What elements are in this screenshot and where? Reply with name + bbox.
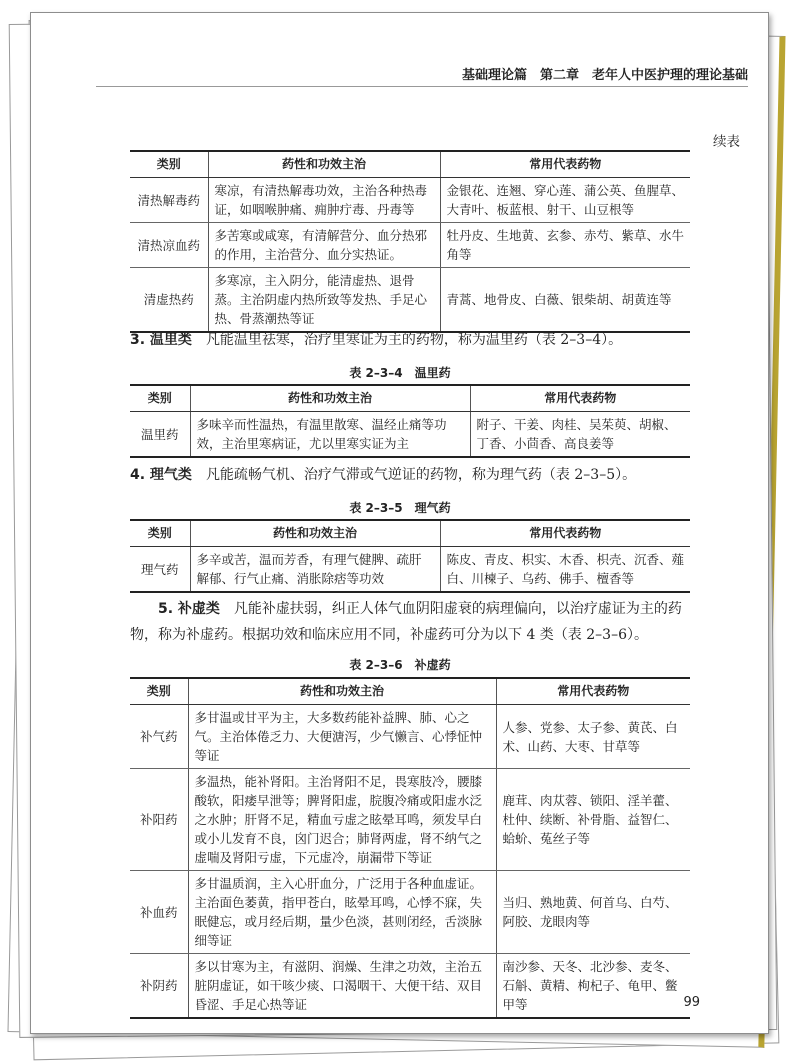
col-header-category: 类别 <box>130 678 188 705</box>
cell-category: 补血药 <box>130 871 188 954</box>
cell-drugs: 青蒿、地骨皮、白薇、银柴胡、胡黄连等 <box>440 268 690 333</box>
section-text: 凡能温里祛寒，治疗里寒证为主的药物，称为温里药（表 2–3–4）。 <box>205 332 623 348</box>
section-heading: 5. 补虚类 <box>158 601 220 617</box>
cell-drugs: 陈皮、青皮、枳实、木香、枳壳、沉香、薤白、川楝子、乌药、佛手、檀香等 <box>440 547 690 593</box>
table-caption: 表 2–3–5 理气药 <box>349 501 451 515</box>
cell-drugs: 当归、熟地黄、何首乌、白芍、阿胶、龙眼肉等 <box>496 871 690 954</box>
section-text: 凡能补虚扶弱，纠正人体气血阴阳虚衰的病理偏向，以治疗虚证为主的药物，称为补虚药。根据功效和临床应用不同，补虚药可分为以下 4 类（表 2–3–6）。 <box>130 601 682 643</box>
table-row <box>130 412 690 458</box>
cell-effect: 多辛或苦，温而芳香，有理气健脾、疏肝解郁、行气止痛、消胀除痞等功效 <box>190 547 440 593</box>
cell-effect: 寒凉，有清热解毒功效，主治各种热毒证，如咽喉肿痛、痈肿疔毒、丹毒等 <box>208 178 440 223</box>
table-caption: 表 2–3–6 补虚药 <box>349 658 451 672</box>
table-tonifying-drugs <box>130 677 690 1019</box>
table-top <box>130 150 690 333</box>
section-heading: 3. 温里类 <box>130 332 192 348</box>
section-text: 凡能疏畅气机、治疗气滞或气逆证的药物，称为理气药（表 2–3–5）。 <box>205 467 637 483</box>
continued-label: 续表 <box>713 134 740 150</box>
cell-drugs: 金银花、连翘、穿心莲、蒲公英、鱼腥草、大青叶、板蓝根、射干、山豆根等 <box>440 178 690 223</box>
page-number: 99 <box>683 995 700 1010</box>
col-header-effect: 药性和功效主治 <box>190 520 440 547</box>
table-row <box>130 178 690 223</box>
table-row <box>130 769 690 871</box>
section-warming <box>130 327 690 353</box>
cell-drugs: 牡丹皮、生地黄、玄参、赤芍、紫草、水牛角等 <box>440 223 690 268</box>
col-header-drugs: 常用代表药物 <box>440 520 690 547</box>
cell-effect: 多味辛而性温热，有温里散寒、温经止痛等功效，主治里寒病证，尤以里寒实证为主 <box>190 412 470 458</box>
cell-category: 清热凉血药 <box>130 223 208 268</box>
table-caption: 表 2–3–4 温里药 <box>349 366 451 380</box>
cell-effect: 多苦寒或咸寒，有清解营分、血分热邪的作用，主治营分、血分实热证。 <box>208 223 440 268</box>
cell-drugs: 附子、干姜、肉桂、吴茱萸、胡椒、丁香、小茴香、高良姜等 <box>470 412 690 458</box>
col-header-category: 类别 <box>130 385 190 412</box>
col-header-effect: 药性和功效主治 <box>208 151 440 178</box>
cell-effect: 多甘温质润，主入心肝血分，广泛用于各种血虚证。主治面色萎黄，指甲苍白，眩晕耳鸣，心悸不寐，失眠健忘，或月经后期，量少色淡，甚则闭经，舌淡脉细等证 <box>188 871 496 954</box>
cell-category: 理气药 <box>130 547 190 593</box>
cell-effect: 多以甘寒为主，有滋阴、润燥、生津之功效，主治五脏阴虚证，如干咳少痰、口渴咽干、大便干结、双目昏涩、手足心热等证 <box>188 954 496 1019</box>
running-header: 基础理论篇 第二章 老年人中医护理的理论基础 <box>461 68 748 83</box>
section-qi-regulating <box>130 462 690 488</box>
cell-category: 清热解毒药 <box>130 178 208 223</box>
cell-effect: 多寒凉，主入阴分，能清虚热、退骨蒸。主治阴虚内热所致等发热、手足心热、骨蒸潮热等证 <box>208 268 440 333</box>
cell-effect: 多甘温或甘平为主，大多数药能补益脾、肺、心之气。主治体倦乏力、大便溏泻，少气懒言、心悸怔忡等证 <box>188 705 496 769</box>
col-header-category: 类别 <box>130 520 190 547</box>
cell-drugs: 南沙参、天冬、北沙参、麦冬、石斛、黄精、枸杞子、龟甲、鳖甲等 <box>496 954 690 1019</box>
cell-drugs: 人参、党参、太子参、黄芪、白术、山药、大枣、甘草等 <box>496 705 690 769</box>
col-header-drugs: 常用代表药物 <box>440 151 690 178</box>
cell-drugs: 鹿茸、肉苁蓉、锁阳、淫羊藿、杜仲、续断、补骨脂、益智仁、蛤蚧、菟丝子等 <box>496 769 690 871</box>
table-row <box>130 223 690 268</box>
col-header-category: 类别 <box>130 151 208 178</box>
table-warming-drugs <box>130 384 690 458</box>
col-header-effect: 药性和功效主治 <box>190 385 470 412</box>
table-row <box>130 547 690 593</box>
table-row <box>130 705 690 769</box>
cell-category: 清虚热药 <box>130 268 208 333</box>
section-tonifying <box>130 596 690 648</box>
col-header-effect: 药性和功效主治 <box>188 678 496 705</box>
cell-category: 补阳药 <box>130 769 188 871</box>
section-heading: 4. 理气类 <box>130 467 192 483</box>
cell-effect: 多温热，能补肾阳。主治肾阳不足，畏寒肢冷，腰膝酸软，阳痿早泄等；脾肾阳虚，脘腹冷痛或阳虚水泛之水肿；肝肾不足，精血亏虚之眩晕耳鸣，须发早白或小儿发育不良，囟门迟合；肺肾两虚，肾不纳气之虚喘及肾阳亏虚，下元虚冷，崩漏带下等证 <box>188 769 496 871</box>
header-rule <box>96 86 748 87</box>
table-row <box>130 871 690 954</box>
table-row <box>130 954 690 1019</box>
cell-category: 补气药 <box>130 705 188 769</box>
col-header-drugs: 常用代表药物 <box>470 385 690 412</box>
table-qi-drugs <box>130 519 690 593</box>
table-row <box>130 268 690 333</box>
cell-category: 温里药 <box>130 412 190 458</box>
col-header-drugs: 常用代表药物 <box>496 678 690 705</box>
cell-category: 补阴药 <box>130 954 188 1019</box>
